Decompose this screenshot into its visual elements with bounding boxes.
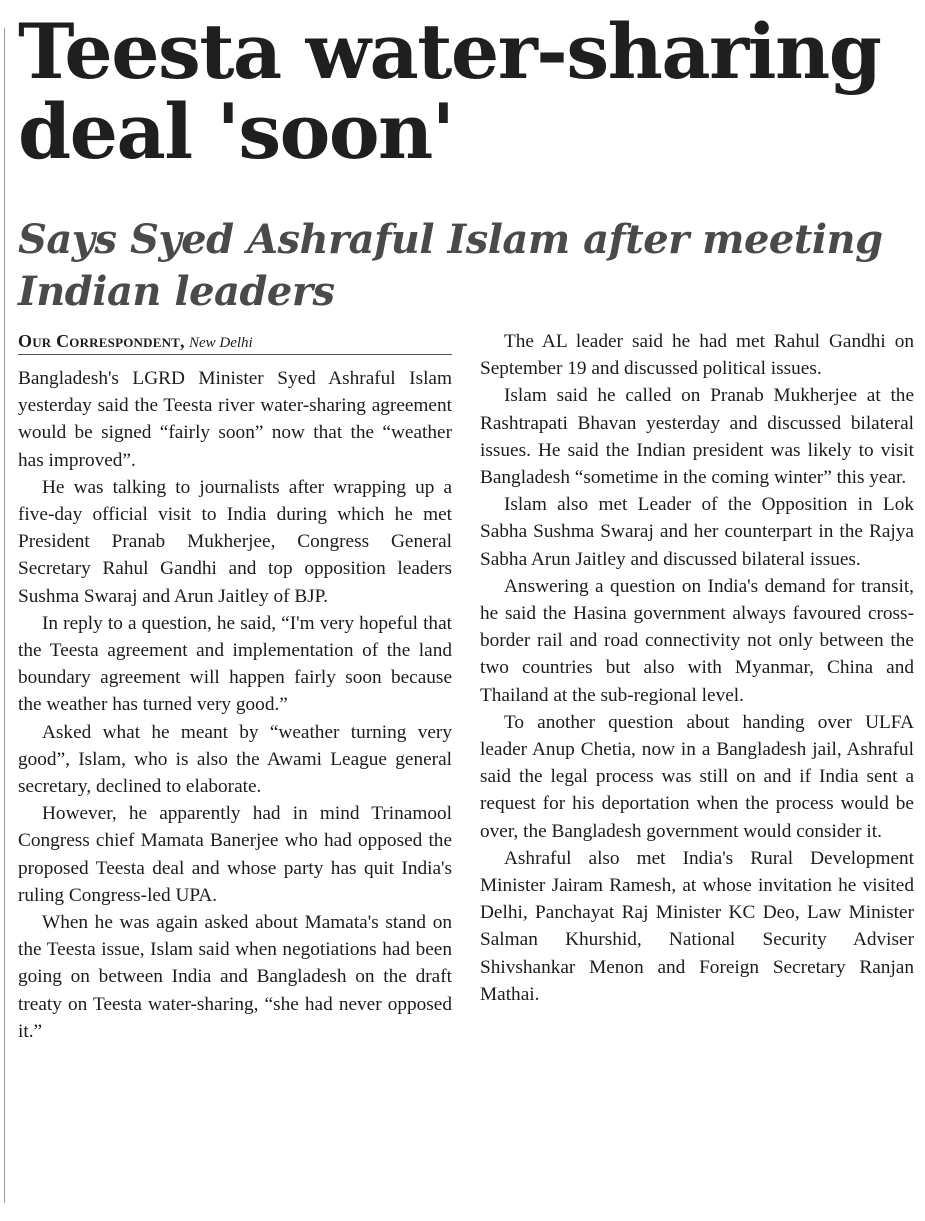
left-column xyxy=(18,328,452,1045)
paragraph: Islam also met Leader of the Opposition in Lok Sabha Sushma Swaraj and her counterpart in the Rajya Sabha Arun Jaitley and discussed bilateral issues. xyxy=(480,494,914,570)
paragraph: When he was again asked about Mamata's stand on the Teesta issue, Islam said when negotiations had been going on between India and Bangladesh on the draft treaty on Teesta water-sharing, “she had never opposed it.” xyxy=(18,912,452,1042)
paragraph: He was talking to journalists after wrapping up a five-day official visit to India during which he met President Pranab Mukherjee, Congress General Secretary Rahul Gandhi and top opposition leaders Sushma Swaraj and Arun Jaitley of BJP. xyxy=(18,476,452,607)
paragraph: To another question about handing over ULFA leader Anup Chetia, now in a Bangladesh jail, Ashraful said the legal process was still on and if India sent a request for his deportation when the process would be over, the Bangladesh government would consider it. xyxy=(480,711,914,842)
paragraph: In reply to a question, he said, “I'm very hopeful that the Teesta agreement and implementation of the land boundary agreement will happen fairly soon because the weather has turned very good.” xyxy=(18,612,452,716)
byline-place: New Delhi xyxy=(188,335,253,351)
paragraph: Asked what he meant by “weather turning very good”, Islam, who is also the Awami League general secretary, declined to elaborate. xyxy=(18,721,452,798)
paragraph: Ashraful also met India's Rural Development Minister Jairam Ramesh, at whose invitation he visited Delhi, Panchayat Raj Minister KC Deo, Law Minister Salman Khurshid, National Security Adviser Shivshankar Menon and Foreign Secretary Ranjan Mathai. xyxy=(480,847,914,1005)
paragraph: Answering a question on India's demand for transit, he said the Hasina government always favoured cross-border rail and road connectivity not only between the two countries but also with Myanmar, China and Thailand at the sub-regional level. xyxy=(480,575,914,706)
paragraph: Islam said he called on Pranab Mukherjee at the Rashtrapati Bhavan yesterday and discussed bilateral issues. He said the Indian president was likely to visit Bangladesh “sometime in the coming winter” this year. xyxy=(480,385,914,489)
paragraph: The AL leader said he had met Rahul Gandhi on September 19 and discussed political issues. xyxy=(480,331,914,380)
paragraph: However, he apparently had in mind Trinamool Congress chief Mamata Banerjee who had opposed the proposed Teesta deal and whose party has quit India's ruling Congress-led UPA. xyxy=(18,803,452,906)
headline: Teesta water-sharing deal 'soon' xyxy=(18,7,881,176)
byline xyxy=(18,328,452,355)
byline-name: Our Correspondent, xyxy=(18,331,185,351)
subheadline: Says Syed Ashraful Islam after meeting Indian leaders xyxy=(18,216,883,315)
paragraph: Bangladesh's LGRD Minister Syed Ashraful Islam yesterday said the Teesta river water-sharing agreement would be signed “fairly soon” now that the “weather has improved”. xyxy=(18,368,452,471)
column-rule xyxy=(4,28,5,1203)
right-column xyxy=(480,328,914,1008)
